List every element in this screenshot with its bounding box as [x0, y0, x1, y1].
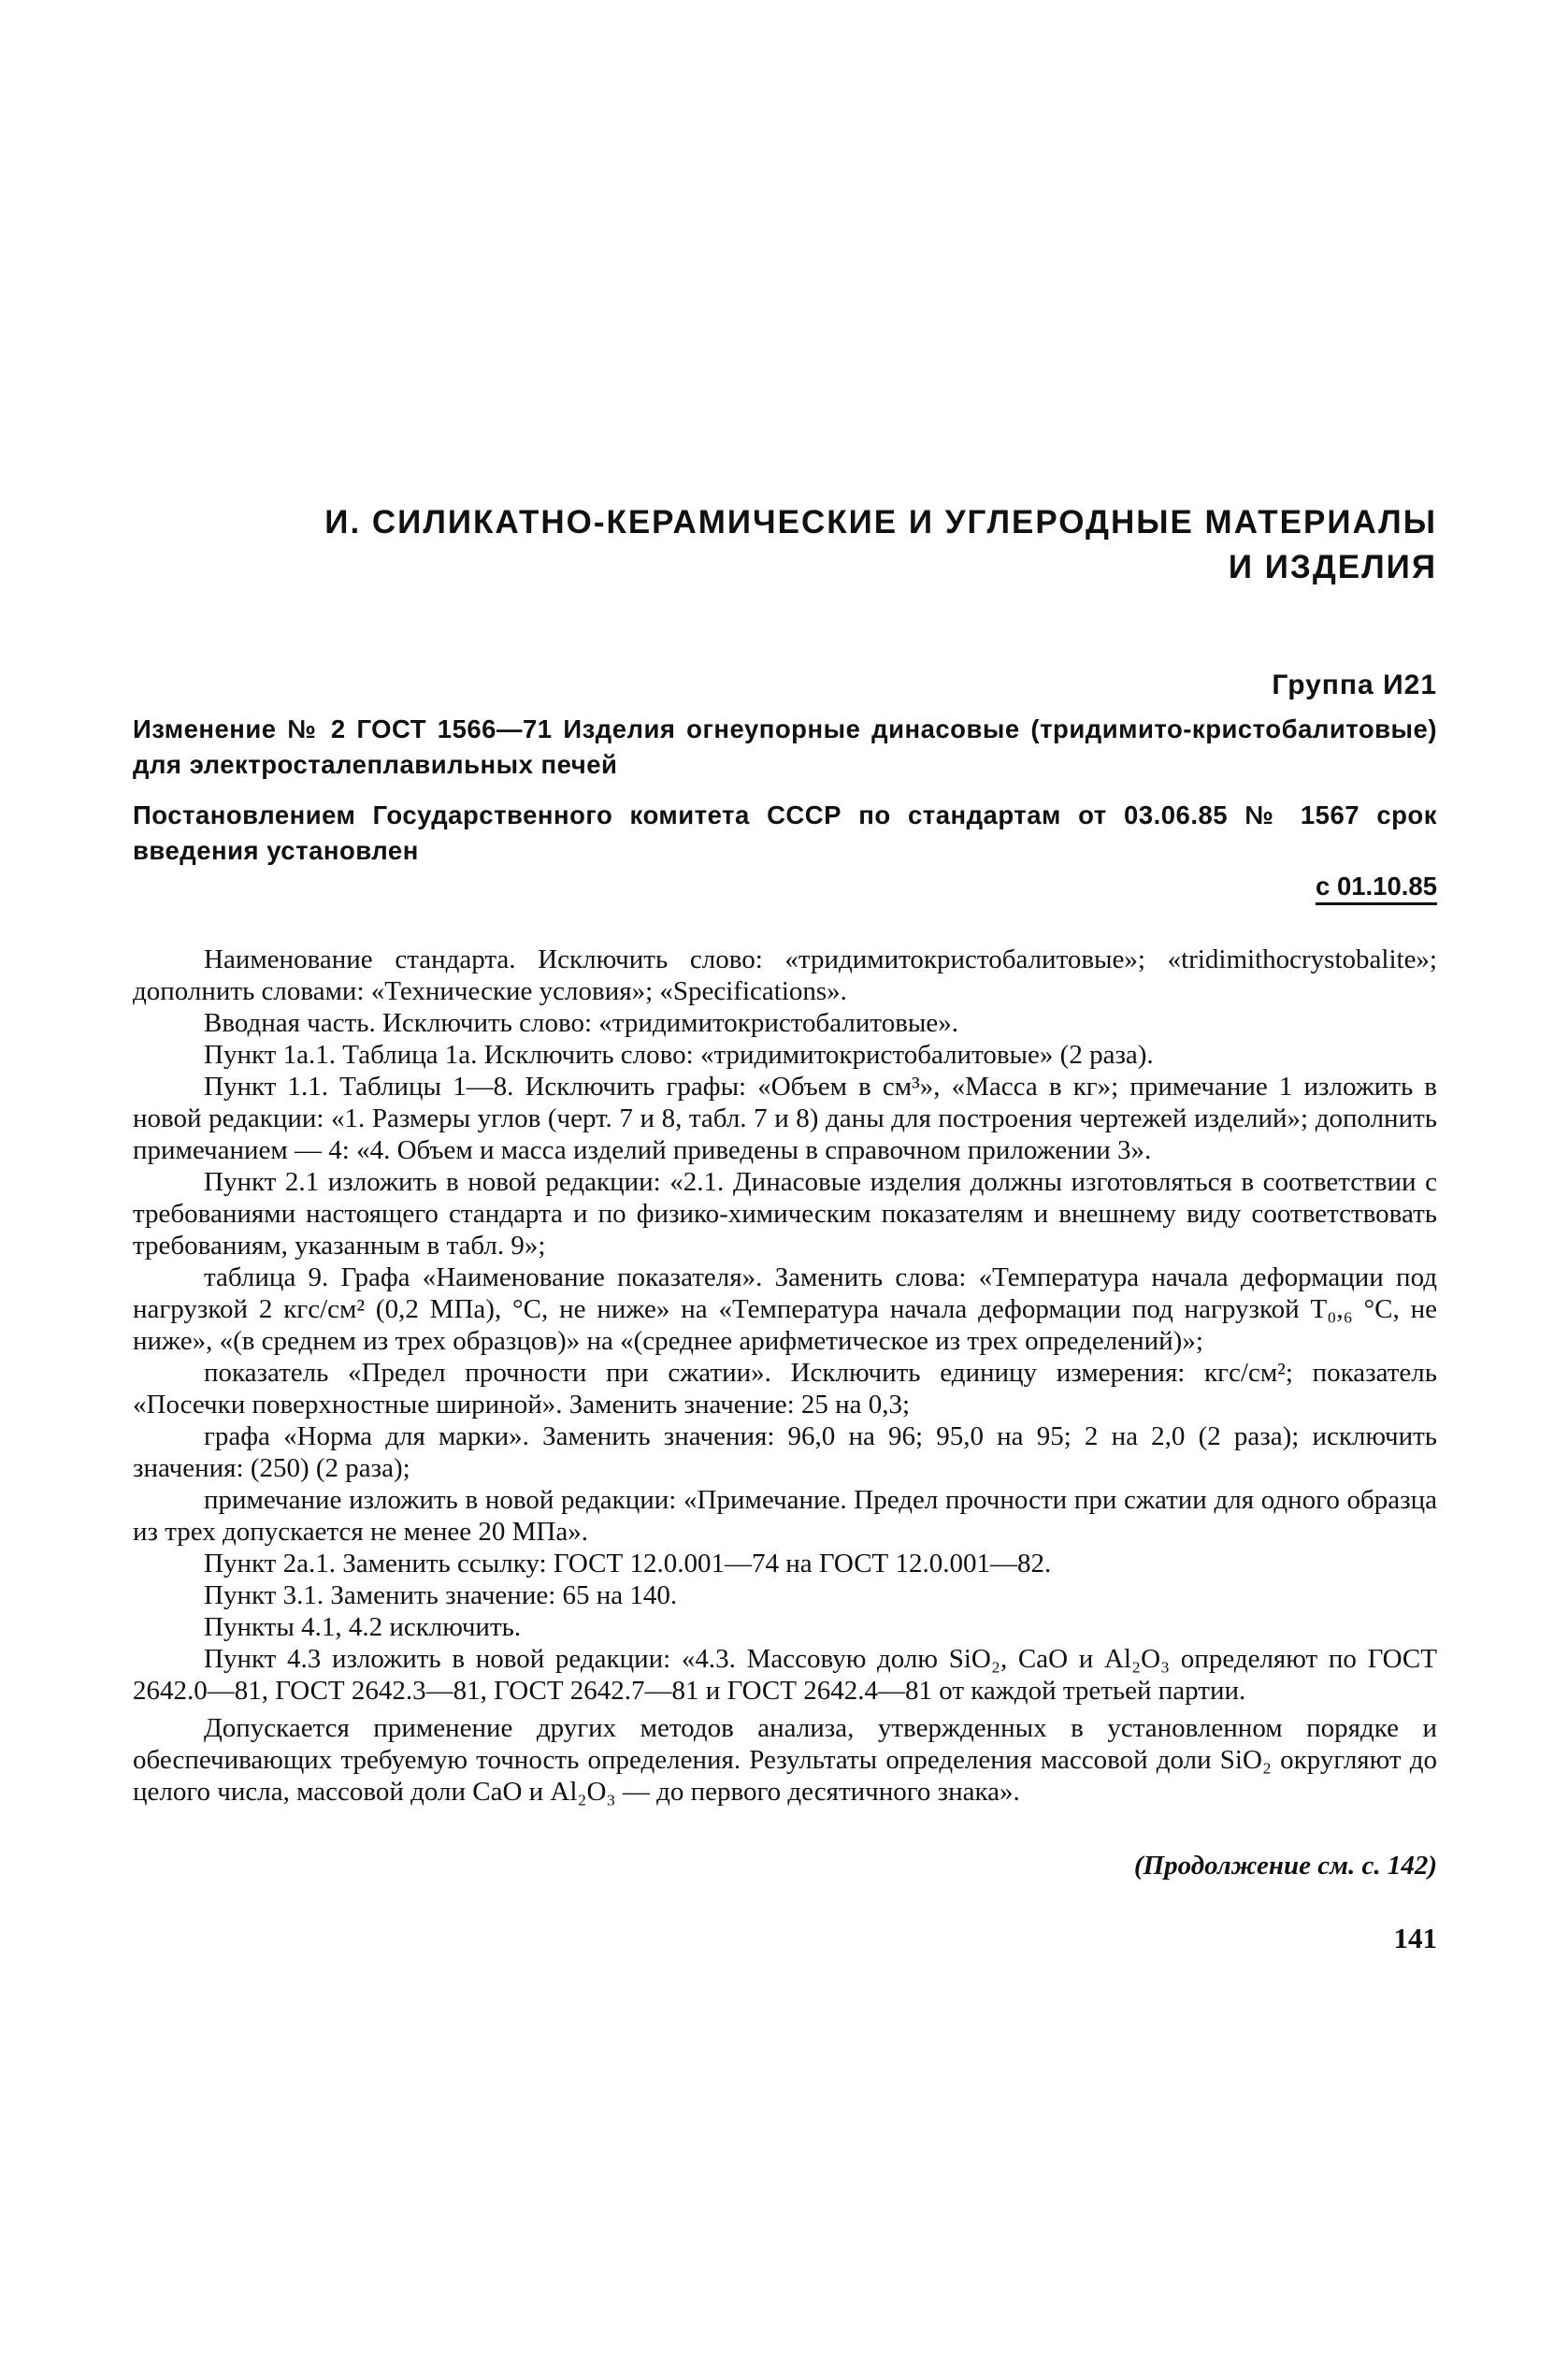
continuation-note: (Продолжение см. с. 142)	[1133, 1851, 1437, 1881]
decree-text: Постановлением Государственного комитета СССР по стандартам от 03.06.85 № 1567 срок введения установлен	[133, 800, 1437, 865]
paragraph-clause-2-1: Пункт 2.1 изложить в новой редакции: «2.1. Динасовые изделия должны изготовляться в соответствии с требованиями настоящего стандарта и по физико-химическим показателям и внешнему виду соответствовать требованиям, указанным в табл. 9»;	[133, 1167, 1437, 1261]
section-title-line-2: И ИЗДЕЛИЯ	[1228, 549, 1437, 585]
paragraph-clauses-4-1-4-2: Пункты 4.1, 4.2 исключить.	[204, 1612, 522, 1642]
effective-date	[133, 869, 1437, 904]
paragraph-grade-norm: графа «Норма для марки». Заменить значения: 96,0 на 96; 95,0 на 95; 2 на 2,0 (2 раза); исключить значения: (250) (2 раза);	[133, 1421, 1437, 1483]
group-label: Группа И21	[1272, 670, 1437, 700]
section-title	[133, 500, 1437, 590]
section-title-line-1: И. СИЛИКАТНО-КЕРАМИЧЕСКИЕ И УГЛЕРОДНЫЕ МАТЕРИАЛЫ	[324, 504, 1437, 541]
change-heading: Изменение № 2 ГОСТ 1566—71 Изделия огнеупорные динасовые (тридимито-кристобалитовые) для электросталеплавильных печей	[133, 714, 1437, 779]
page-content	[133, 500, 1437, 1957]
paragraph-clause-1-1: Пункт 1.1. Таблицы 1—8. Исключить графы: «Объем в см³», «Масса в кг»; примечание 1 изложить в новой редакции: «1. Размеры углов (черт. 7 и 8, табл. 7 и 8) даны для построения чертежей изделий»; дополнить примечанием — 4: «4. Объем и масса изделий приведены в справочном приложении 3».	[133, 1072, 1437, 1165]
document-body	[133, 944, 1437, 1808]
paragraph-clause-1a1: Пункт 1а.1. Таблица 1а. Исключить слово: «тридимитокристобалитовые» (2 раза).	[204, 1040, 1154, 1070]
effective-date-value: с 01.10.85	[1316, 872, 1437, 905]
paragraph-other-methods: Допускается применение других методов анализа, утвержденных в установленном порядке и обеспечивающих требуемую точность определения. Результаты определения массовой доли SiO₂ округляют до целого числа, массовой доли CaO и Al₂O₃ — до первого десятичного знака».	[133, 1713, 1437, 1807]
paragraph-intro: Вводная часть. Исключить слово: «тридимитокристобалитовые».	[204, 1008, 959, 1038]
paragraph-table-9: таблица 9. Графа «Наименование показателя». Заменить слова: «Температура начала деформации под нагрузкой 2 кгс/см² (0,2 МПа), °С, не ниже» на «Температура начала деформации под нагрузкой T₀,₆ °С, не ниже», «(в среднем из трех образцов)» на «(среднее арифметическое из трех определений)»;	[133, 1262, 1437, 1356]
paragraph-note: примечание изложить в новой редакции: «Примечание. Предел прочности при сжатии для одного образца из трех допускается не менее 20 МПа».	[133, 1485, 1437, 1547]
paragraph-indicator-strength: показатель «Предел прочности при сжатии». Исключить единицу измерения: кгс/см²; показатель «Посечки поверхностные шириной». Заменить значение: 25 на 0,3;	[133, 1358, 1437, 1420]
paragraph-clause-4-3: Пункт 4.3 изложить в новой редакции: «4.3. Массовую долю SiO₂, CaO и Al₂O₃ определяют по ГОСТ 2642.0—81, ГОСТ 2642.3—81, ГОСТ 2642.7—81 и ГОСТ 2642.4—81 от каждой третьей партии.	[133, 1644, 1437, 1706]
page-number: 141	[1393, 1922, 1437, 1954]
paragraph-clause-2a1: Пункт 2а.1. Заменить ссылку: ГОСТ 12.0.001—74 на ГОСТ 12.0.001—82.	[204, 1549, 1052, 1578]
paragraph-clause-3-1: Пункт 3.1. Заменить значение: 65 на 140.	[204, 1580, 678, 1610]
paragraph-standard-name: Наименование стандарта. Исключить слово: «тридимитокристобалитовые»; «tridimithocrystobalite»; дополнить словами: «Технические условия»; «Specifications».	[133, 944, 1437, 1006]
